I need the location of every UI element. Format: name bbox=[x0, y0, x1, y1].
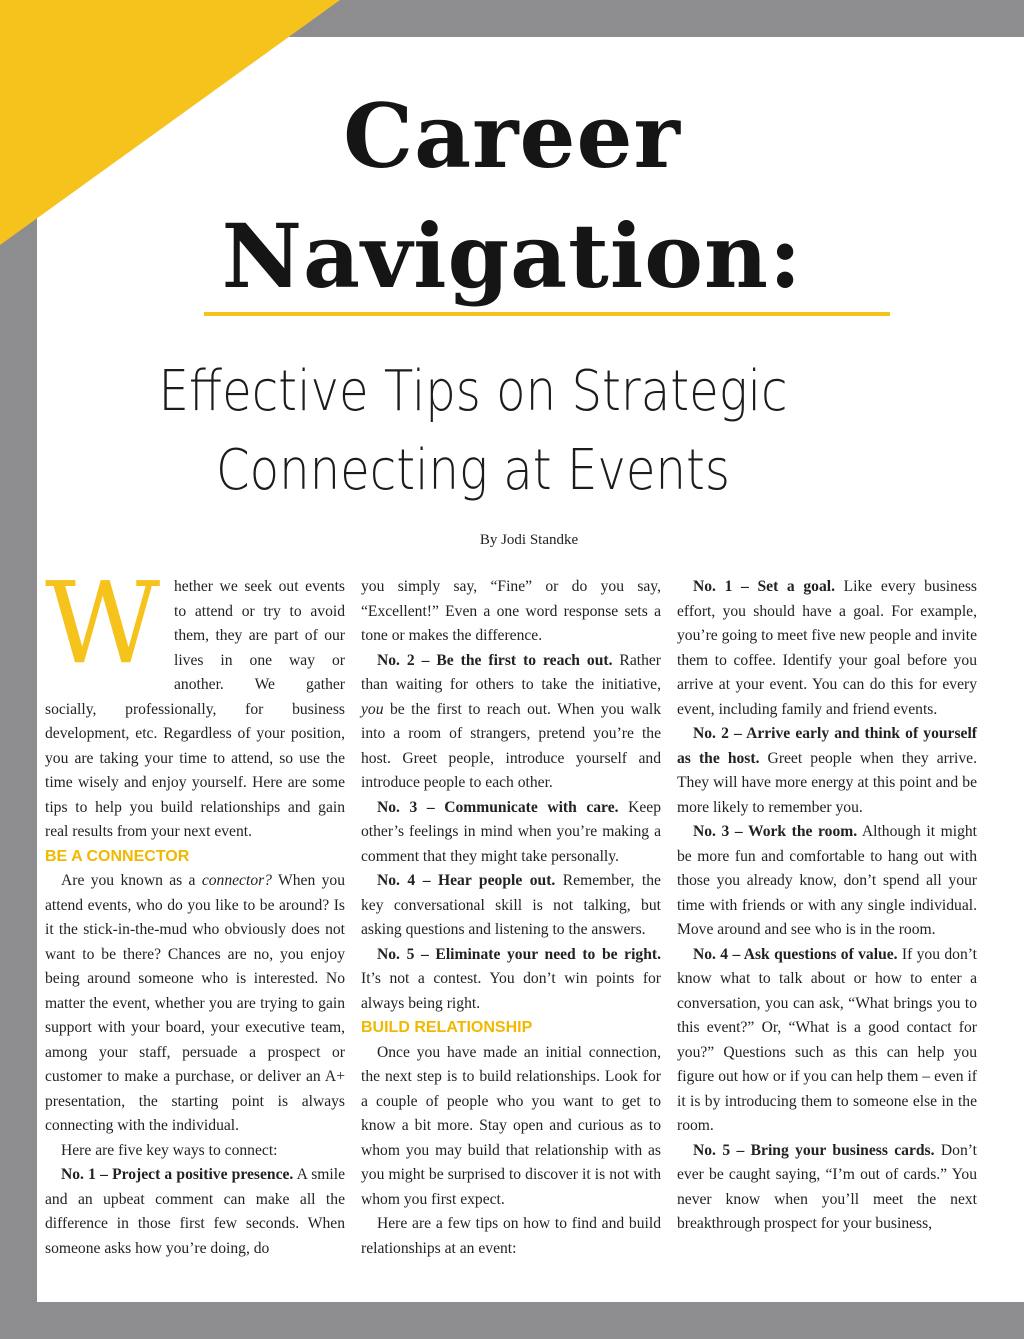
title-underline bbox=[204, 312, 890, 316]
subtitle-line-1: Effective Tips on Strategic bbox=[158, 359, 788, 424]
column-3 bbox=[677, 575, 977, 1237]
paragraph: you simply say, “Fine” or do you say, “Excellent!” Even a one word response sets a tone or makes the difference. bbox=[361, 578, 661, 644]
section-heading-relationship: BUILD RELATIONSHIP bbox=[361, 1019, 533, 1036]
paragraph: Are you known as a connector? When you attend events, who do you like to be around? Is it the stick-in-the-mud who obviously does not want to be there? Chances are no, you enjoy being around someone who is interested. No matter the event, whether you are trying to gain support with your board, your executive team, among your staff, persuade a prospect or customer to make a purchase, or deliver an A+ presentation, the starting point is always connecting with the individual. bbox=[45, 872, 346, 1134]
paragraph: No. 3 – Communicate with care. Keep other’s feelings in mind when you’re making a comment that they might take personally. bbox=[361, 798, 661, 865]
paragraph: No. 2 – Arrive early and think of yourself as the host. Greet people when they arrive. They will have more energy at this point and be more likely to remember you. bbox=[677, 725, 977, 816]
byline: By Jodi Standke bbox=[479, 532, 579, 548]
column-2 bbox=[361, 575, 661, 1261]
paragraph: No. 1 – Set a goal. Like every business effort, you should have a goal. For example, you’re going to meet five new people and invite them to coffee. Identify your goal before you arrive at your event. You can do this for every event, including family and friend events. bbox=[677, 578, 977, 718]
paragraph: No. 5 – Bring your business cards. Don’t ever be caught saying, “I’m out of cards.” You never know when you’ll meet the next breakthrough prospect for your business, bbox=[677, 1141, 977, 1232]
paragraph: No. 2 – Be the first to reach out. Rather than waiting for others to take the initiative, you be the first to reach out. When you walk into a room of strangers, pretend you’re the host. Greet people, introduce yourself and introduce people to each other. bbox=[361, 651, 662, 791]
paragraph: No. 1 – Project a positive presence. A smile and an upbeat comment can make all the difference in those first few seconds. When someone asks how you’re doing, do bbox=[45, 1166, 345, 1257]
title-line-1: Career bbox=[343, 84, 681, 188]
section-heading-connector: BE A CONNECTOR bbox=[45, 847, 190, 865]
paragraph: No. 5 – Eliminate your need to be right. It’s not a contest. You don’t win points for always being right. bbox=[361, 945, 661, 1012]
paragraph: No. 4 – Hear people out. Remember, the key conversational skill is not talking, but asking questions and listening to the answers. bbox=[361, 872, 661, 938]
paragraph: Here are five key ways to connect: bbox=[61, 1141, 278, 1159]
paragraph: No. 3 – Work the room. Although it might be more fun and comfortable to hang out with those you already know, don’t spend all your time with friends or with any single individual. Move around and see who is in the room. bbox=[677, 823, 977, 938]
title-line-2: Navigation: bbox=[221, 204, 803, 308]
subtitle-line-2: Connecting at Events bbox=[215, 438, 731, 503]
paragraph: No. 4 – Ask questions of value. If you don’t know what to talk about or how to enter a conversation, you can ask, “What brings you to this event?” Or, “What is a good contact for you?” Questions such as this can help you figure out how or if you can help them – even if it is by introducing them to someone else in the room. bbox=[677, 945, 978, 1134]
paragraph: Here are a few tips on how to find and build relationships at an event: bbox=[361, 1215, 661, 1257]
intro-paragraph: Whether we seek out events to attend or try to avoid them, they are part of our lives in one way or another. We gather socially, professionally, for business development, etc. Regardless of your position, you are taking your time to attend, so use the time wisely and enjoy yourself. Here are some tips to help you build relationships and gain real results from your next event. bbox=[45, 559, 345, 840]
paragraph: Once you have made an initial connection, the next step is to build relationships. Look for a couple of people who you want to get to know a bit more. Stay open and curious as to whom you may build that relationship with as you might be surprised to discover it is not with whom you first expect. bbox=[361, 1043, 661, 1208]
column-1 bbox=[45, 559, 346, 1261]
drop-cap: W bbox=[45, 559, 161, 689]
